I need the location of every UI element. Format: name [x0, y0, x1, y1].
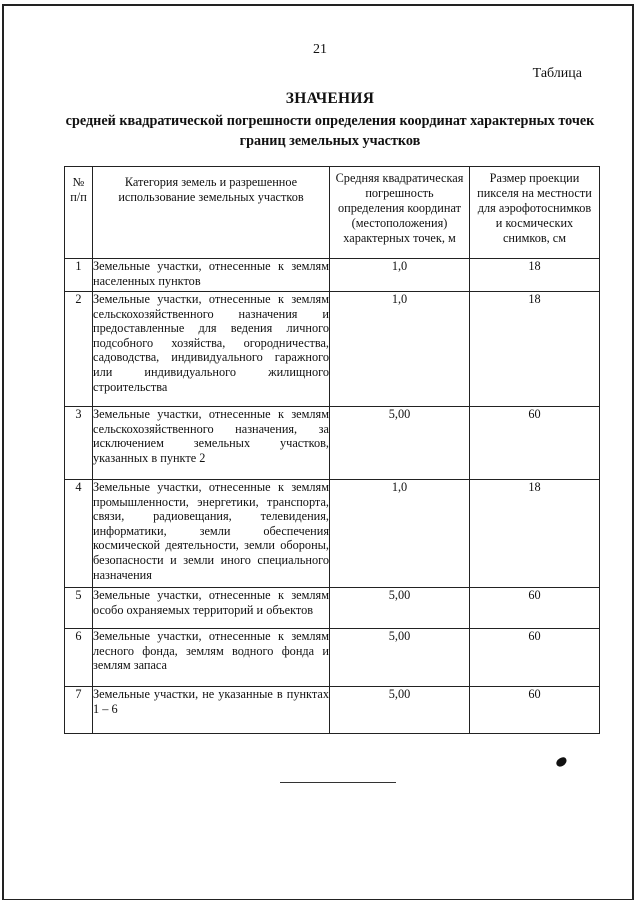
- document-title: ЗНАЧЕНИЯ: [285, 90, 375, 107]
- document-subtitle: средней квадратической погрешности определения координат характерных точек границ земельных участков: [65, 113, 595, 149]
- accuracy-table: [64, 166, 600, 734]
- table-row: [65, 292, 600, 407]
- header-pixel: Размер проекции пикселя на местности для аэрофотоснимков и космических снимков, см: [470, 167, 600, 259]
- row-error: 1,0: [330, 259, 470, 292]
- row-pixel: 18: [470, 480, 600, 588]
- row-pixel: 18: [470, 292, 600, 407]
- row-pixel: 60: [470, 588, 600, 629]
- table-header-row: [65, 167, 600, 259]
- row-error: 1,0: [330, 480, 470, 588]
- row-num: 6: [65, 629, 93, 687]
- header-error: Средняя квадратическая погрешность определения координат (местоположения) характерных точек, м: [330, 167, 470, 259]
- table-row: [65, 407, 600, 480]
- row-num: 3: [65, 407, 93, 480]
- row-pixel: 18: [470, 259, 600, 292]
- table-row: [65, 259, 600, 292]
- row-num: 7: [65, 687, 93, 734]
- row-num: 2: [65, 292, 93, 407]
- table-row: [65, 629, 600, 687]
- table-label: Таблица: [532, 66, 582, 81]
- row-category: Земельные участки, отнесенные к землям сельскохозяйственного назначения, за исключением земельных участков, указанных в пункте 2: [93, 407, 330, 480]
- row-num: 1: [65, 259, 93, 292]
- row-pixel: 60: [470, 407, 600, 480]
- row-pixel: 60: [470, 629, 600, 687]
- row-num: 5: [65, 588, 93, 629]
- row-category: Земельные участки, отнесенные к землям сельскохозяйственного назначения и предоставленные для ведения личного подсобного хозяйства, огородничества, садоводства, индивидуального гаражного или индивидуального жилищного строительства: [93, 292, 330, 407]
- row-error: 5,00: [330, 407, 470, 480]
- row-category: Земельные участки, отнесенные к землям особо охраняемых территорий и объектов: [93, 588, 330, 629]
- table-row: [65, 687, 600, 734]
- row-error: 1,0: [330, 292, 470, 407]
- row-num: 4: [65, 480, 93, 588]
- signature-line: [280, 782, 396, 783]
- row-category: Земельные участки, не указанные в пунктах 1 – 6: [93, 687, 330, 734]
- row-error: 5,00: [330, 588, 470, 629]
- header-num: № п/п: [65, 167, 93, 259]
- row-error: 5,00: [330, 629, 470, 687]
- row-error: 5,00: [330, 687, 470, 734]
- table-row: [65, 588, 600, 629]
- row-category: Земельные участки, отнесенные к землям лесного фонда, землям водного фонда и землям запаса: [93, 629, 330, 687]
- row-pixel: 60: [470, 687, 600, 734]
- table-row: [65, 480, 600, 588]
- header-category: Категория земель и разрешенное использование земельных участков: [93, 167, 330, 259]
- row-category: Земельные участки, отнесенные к землям населенных пунктов: [93, 259, 330, 292]
- page-number: 21: [313, 42, 327, 57]
- row-category: Земельные участки, отнесенные к землям промышленности, энергетики, транспорта, связи, радиовещания, телевидения, информатики, земли обеспечения космической деятельности, земли обороны, безопасности и земли иного специального назначения: [93, 480, 330, 588]
